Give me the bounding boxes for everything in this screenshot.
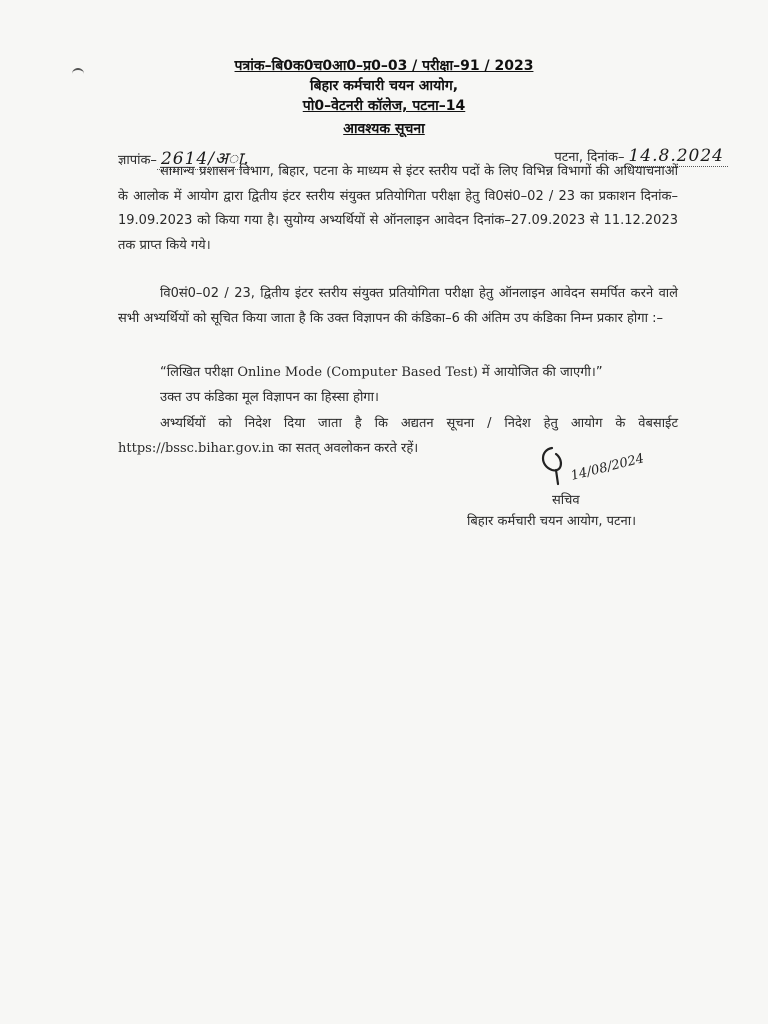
signatory-title: सचिव xyxy=(552,493,580,508)
paragraph-1: सामान्य प्रशासन विभाग, बिहार, पटना के माध्यम से इंटर स्तरीय पदों के लिए विभिन्न विभागों की अधियाचनाओं के आलोक में आयोग द्वारा द्वितीय इंटर स्तरीय संयुक्त प्रतियोगिता परीक्षा हेतु वि0सं0–02 / 23 का प्रकाशन दिनांक–19.09.2023 को किया गया है। सुयोग्य अभ्यर्थियों से ऑनलाइन आवेदन दिनांक–27.09.2023 से 11.12.2023 तक प्राप्त किये गये। xyxy=(118,164,678,253)
memo-label: ज्ञापांक– xyxy=(118,153,157,168)
notice-title: आवश्यक सूचना xyxy=(343,121,425,137)
quote-mode: Online Mode (Computer Based Test) xyxy=(237,365,478,380)
signature-mark xyxy=(530,440,660,490)
paragraph-6-text: अभ्यर्थियों को निदेश दिया जाता है कि अद्यतन सूचना / निदेश हेतु आयोग के वेबसाईट xyxy=(160,416,678,431)
date-handwritten: 14.8.2024 xyxy=(624,146,728,167)
paragraph-5: उक्त उप कंडिका मूल विज्ञापन का हिस्सा होगा। xyxy=(160,390,379,405)
reference-line: पत्रांक–बि0क0च0आ0–प्र0–03 / परीक्षा–91 / 2023 xyxy=(234,58,534,74)
signatory-organization: बिहार कर्मचारी चयन आयोग, पटना। xyxy=(467,514,637,529)
organization-name: बिहार कर्मचारी चयन आयोग, xyxy=(309,78,459,94)
memo-number-handwritten: 2614/अा. xyxy=(157,149,254,170)
quote-prefix: “लिखित परीक्षा xyxy=(160,365,238,380)
organization-address: पो0–वेटनरी कॉलेज, पटना–14 xyxy=(302,98,466,114)
signature-date: 14/08/2024 xyxy=(569,451,646,484)
place-date-label: पटना, दिनांक– xyxy=(554,150,625,165)
paragraph-6-tail: का सतत् अवलोकन करते रहें। xyxy=(274,440,419,456)
quoted-clause xyxy=(160,362,603,380)
quote-suffix: में आयोजित की जाएगी।” xyxy=(477,365,603,380)
paragraph-2: वि0सं0–02 / 23, द्वितीय इंटर स्तरीय संयुक्त प्रतियोगिता परीक्षा हेतु ऑनलाइन आवेदन समर्पित करने वाले सभी अभ्यर्थियों को सूचित किया जाता है कि उक्त विज्ञापन की कंडिका–6 की अंतिम उप कंडिका निम्न प्रकार होगा :– xyxy=(118,286,678,326)
website-link[interactable]: https://bssc.bihar.gov.in xyxy=(118,440,275,456)
